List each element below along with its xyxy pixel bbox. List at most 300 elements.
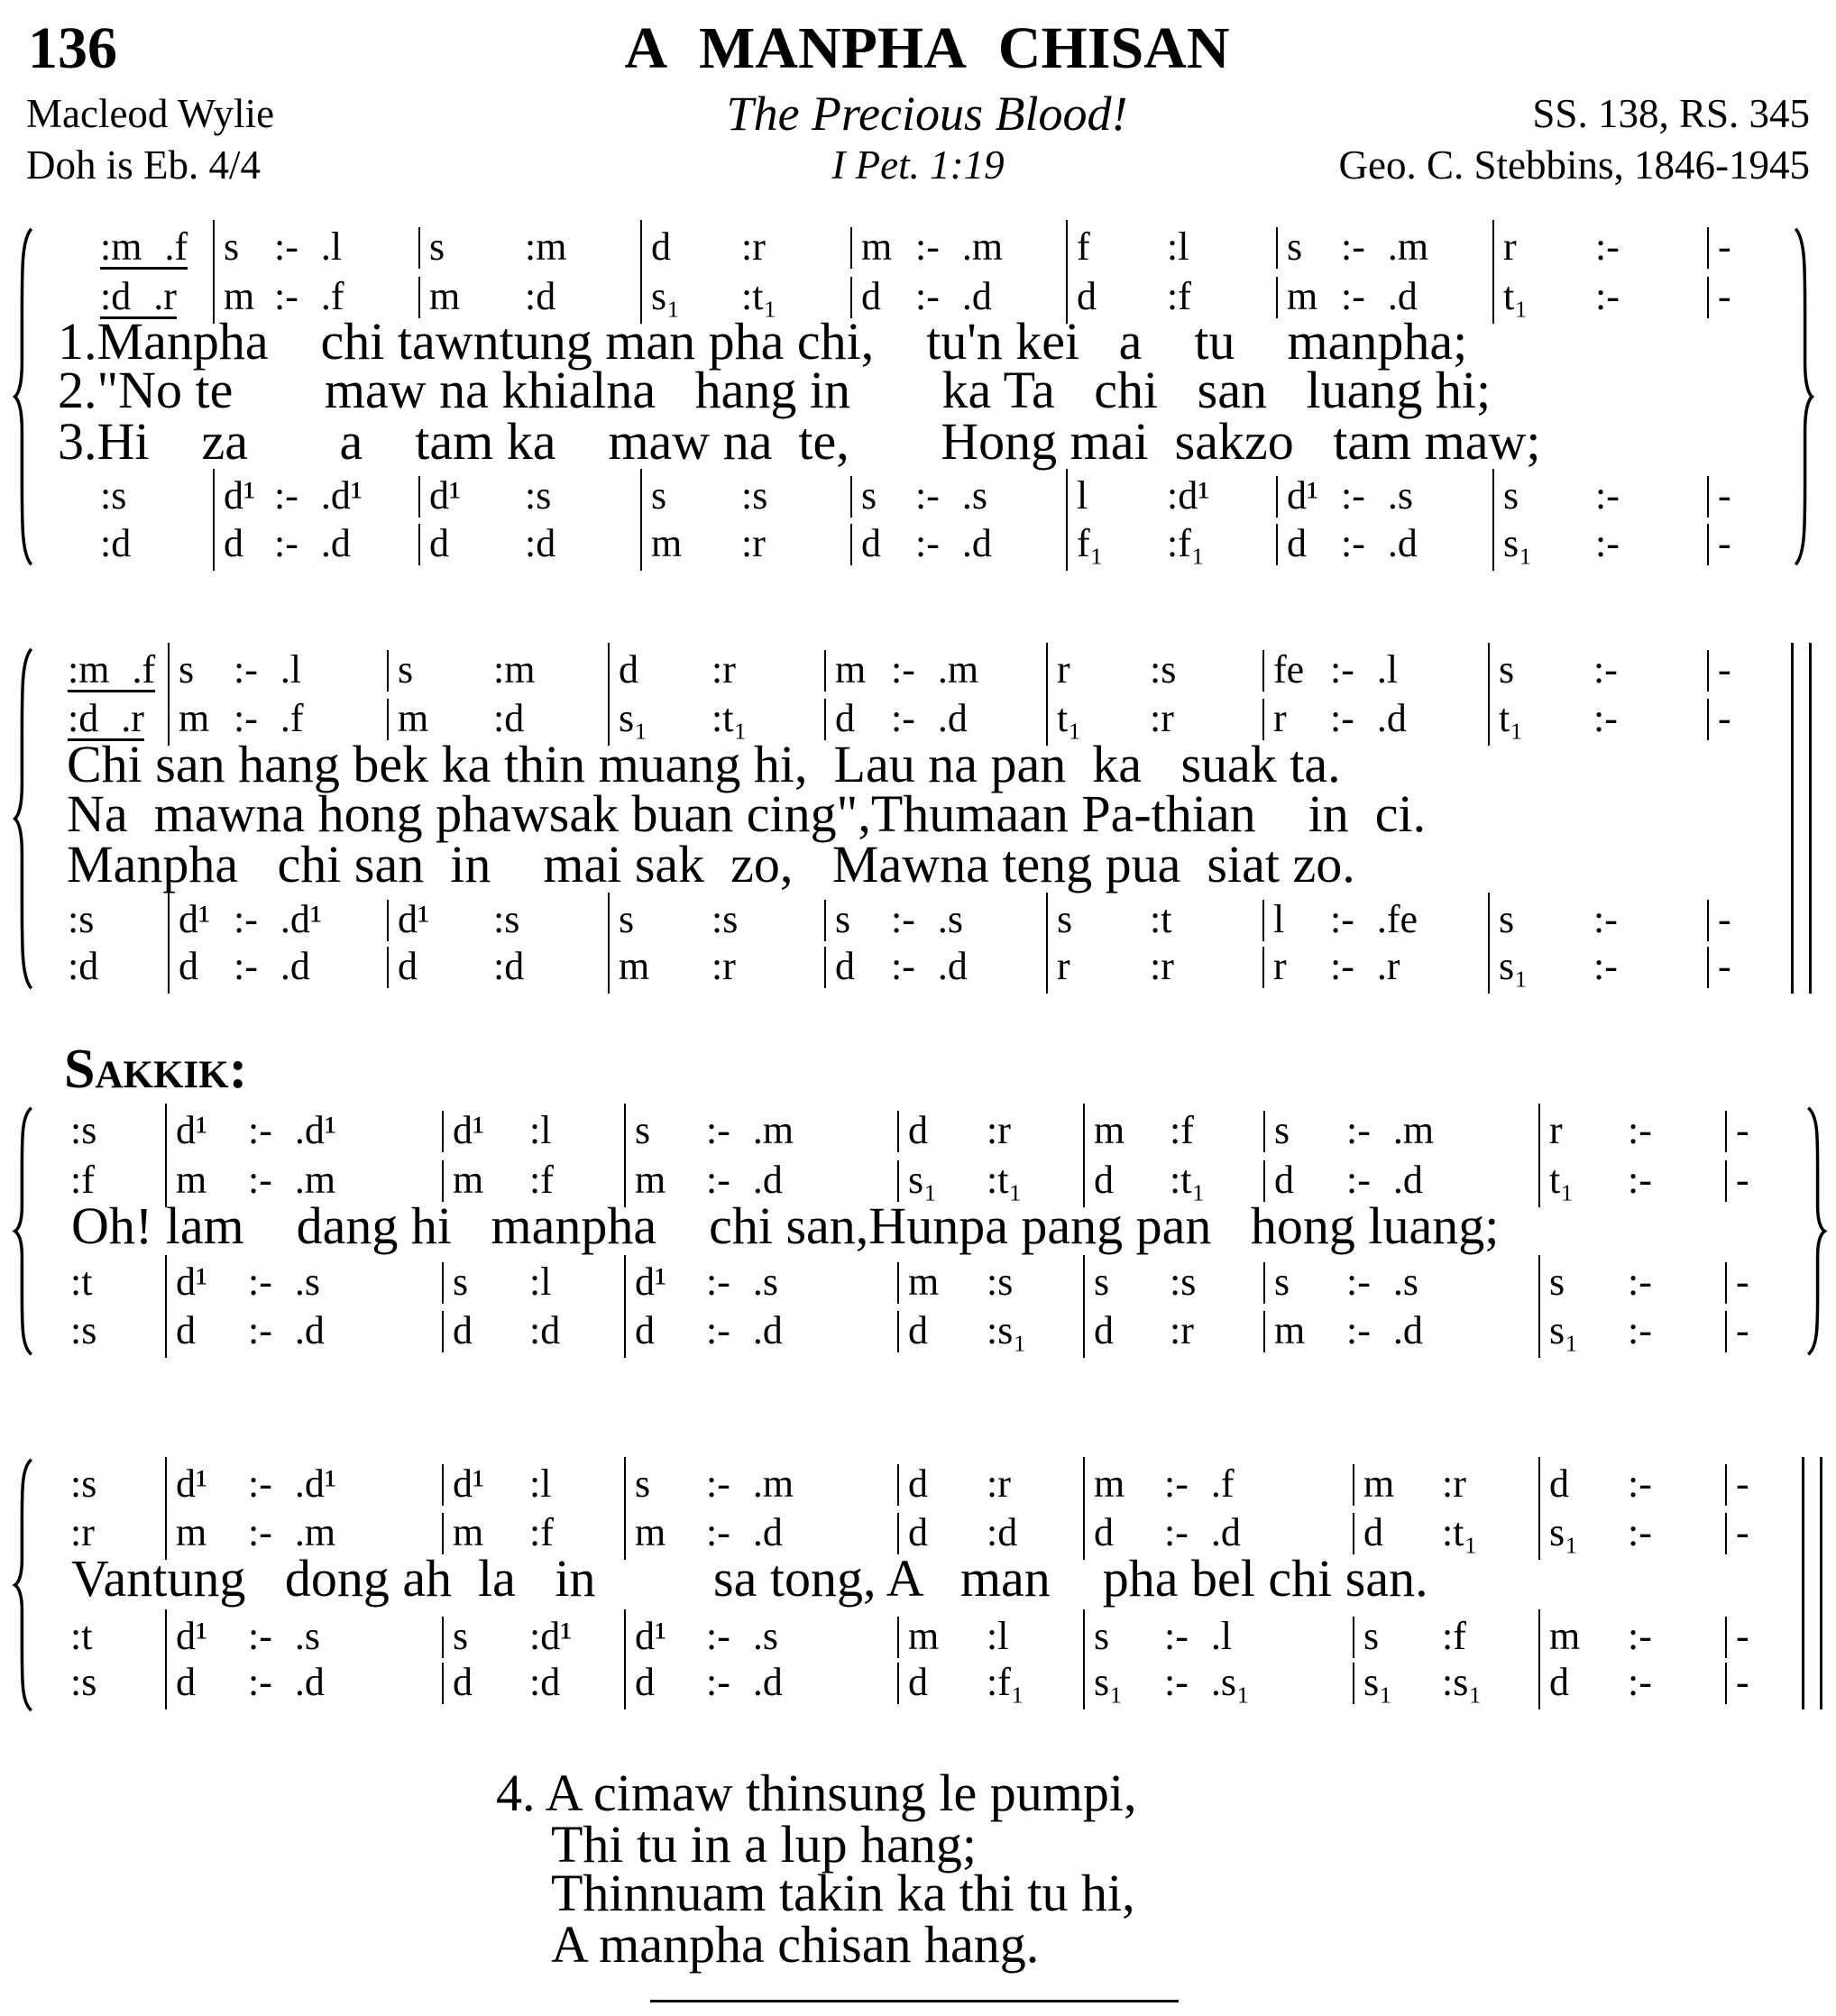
beat-note: :d	[493, 696, 525, 740]
beat-note: s	[835, 897, 851, 941]
beat-note: :- .d¹	[248, 1108, 337, 1152]
beat-note: d	[1094, 1308, 1114, 1352]
beat-note: d	[1094, 1510, 1114, 1554]
beat-note: :- .d	[706, 1510, 783, 1554]
beat-note: :-	[1628, 1108, 1652, 1152]
beat-note: r	[1549, 1108, 1563, 1152]
bar-line	[640, 220, 642, 274]
upper-part-row	[0, 222, 1836, 272]
beat-note: d	[176, 1308, 196, 1352]
lyric-line: Vantung dong ah la in sa tong, A man pha bel chi san.	[71, 1549, 1428, 1608]
beat-note: d	[908, 1510, 928, 1554]
beat-note: :f	[1442, 1614, 1466, 1658]
bar-line	[608, 939, 610, 994]
beat-note: :s	[987, 1260, 1014, 1304]
beat-note: :s₁	[1442, 1660, 1483, 1704]
beat-note: :d	[987, 1510, 1018, 1554]
hymn-title: A MANPHA CHISAN	[624, 15, 1230, 81]
beat-note: r	[1503, 225, 1517, 269]
beat-note: :d	[529, 1308, 561, 1352]
half-bar-line	[442, 1311, 444, 1352]
beat-note: :- .r	[1330, 944, 1400, 988]
beat-note: :- .s	[1346, 1260, 1418, 1304]
bar-line	[1046, 939, 1048, 994]
beat-note: m	[1549, 1614, 1581, 1658]
beat-note: :-	[1628, 1308, 1652, 1352]
beat-note: d	[908, 1108, 928, 1152]
bar-line	[1492, 469, 1494, 523]
beat-note: :d	[493, 944, 525, 988]
beat-note: :t₁	[1170, 1158, 1206, 1202]
beat-note: d	[835, 696, 855, 740]
chorus-label: Sakkik:	[64, 1039, 248, 1100]
beat-note: :- .m	[248, 1510, 336, 1554]
beat-note: :l	[529, 1108, 552, 1152]
beat-note: d¹	[179, 897, 211, 941]
right-brace-icon	[1804, 1105, 1827, 1357]
beat-note: -	[1718, 473, 1731, 518]
beat-note: s	[1549, 1260, 1565, 1304]
beat-note: d	[1077, 274, 1097, 318]
beat-note: :-	[1628, 1158, 1652, 1202]
beat-note: -	[1718, 225, 1731, 269]
beat-note: :- .l	[234, 647, 302, 692]
half-bar-line	[1353, 1663, 1354, 1704]
beat-note: :d¹	[1167, 473, 1210, 518]
beat-note: s	[861, 473, 877, 518]
beat-note: :s₁	[987, 1308, 1027, 1352]
lyric-line: 2."No te maw na khialna hang in ka Ta chi san luang hi;	[58, 361, 1492, 419]
beat-note: s	[651, 473, 667, 518]
beat-note: -	[1718, 274, 1731, 318]
beat-note: :r	[741, 521, 766, 565]
beat-note: :-	[1595, 274, 1620, 318]
beat-note: d¹	[398, 897, 430, 941]
beat-note: d	[635, 1308, 655, 1352]
pickup-note: :t	[70, 1260, 93, 1304]
beat-note: :- .m	[1346, 1108, 1435, 1152]
lyric-line: Oh! lam dang hi manpha chi san,Hunpa pang pan hong luang;	[71, 1196, 1500, 1255]
beat-note: s₁	[1499, 944, 1528, 988]
bar-line	[165, 1255, 167, 1309]
lyric-line: 3.Hi za a tam ka maw na te, Hong mai sakzo tam maw;	[58, 412, 1541, 471]
pickup-note: :m .f	[100, 225, 188, 269]
beat-note: :- .s	[891, 897, 963, 941]
beat-note: :-	[1595, 521, 1620, 565]
beat-note: d¹	[453, 1108, 485, 1152]
beat-note: m	[453, 1510, 484, 1554]
bar-line	[1538, 1153, 1540, 1207]
beat-note: r	[1057, 647, 1070, 692]
beat-note: :- .s	[915, 473, 987, 518]
beat-note: d¹	[453, 1462, 485, 1506]
lower-part-row	[0, 1257, 1836, 1307]
half-bar-line	[1725, 1111, 1727, 1152]
beat-note: :d	[525, 274, 556, 318]
beat-note: :- .d	[1346, 1158, 1423, 1202]
left-brace-icon	[13, 1457, 36, 1713]
beat-note: d	[176, 1660, 196, 1704]
beat-note: :-	[1628, 1260, 1652, 1304]
beat-note: :- .s	[248, 1614, 320, 1658]
beat-note: :d	[525, 521, 556, 565]
bar-line	[165, 1304, 167, 1358]
beat-note: s	[398, 647, 414, 692]
beat-note: s	[1499, 647, 1515, 692]
beat-note: :t	[1150, 897, 1172, 941]
half-bar-line	[418, 227, 420, 269]
half-bar-line	[442, 1262, 444, 1304]
hymn-subtitle: The Precious Blood!	[726, 87, 1128, 141]
beat-note: :- .fe	[1330, 897, 1418, 941]
half-bar-line	[1725, 1513, 1727, 1554]
bar-line	[1083, 1655, 1085, 1709]
beat-note: s	[1274, 1108, 1290, 1152]
end-rule	[650, 2000, 1179, 2002]
beat-note: :-	[1595, 225, 1620, 269]
beat-note: :l	[987, 1614, 1009, 1658]
beat-note: t₁	[1499, 696, 1524, 740]
beat-note: t₁	[1057, 696, 1082, 740]
beat-note: -	[1736, 1510, 1749, 1554]
beat-note: -	[1718, 944, 1731, 988]
beat-note: m	[1363, 1462, 1395, 1506]
half-bar-line	[824, 947, 826, 988]
beat-note: :-	[1593, 696, 1618, 740]
beat-note: d	[635, 1660, 655, 1704]
beat-note: d	[224, 521, 243, 565]
beat-note: t₁	[1549, 1158, 1574, 1202]
beat-note: :- .d	[1164, 1510, 1241, 1554]
beat-note: s	[635, 1108, 651, 1152]
half-bar-line	[442, 1111, 444, 1152]
lower-part-row	[0, 941, 1836, 992]
bar-line	[624, 1255, 626, 1309]
lyric-line: Na mawna hong phawsak buan cing",Thumaan Pa-thian in ci.	[67, 784, 1427, 843]
half-bar-line	[1707, 476, 1709, 518]
beat-note: :- .d¹	[248, 1462, 337, 1506]
beat-note: s	[1057, 897, 1073, 941]
beat-note: -	[1736, 1614, 1749, 1658]
pickup-note: :s	[70, 1108, 97, 1152]
beat-note: m	[453, 1158, 484, 1202]
beat-note: :- .d	[1346, 1308, 1423, 1352]
bar-line	[1066, 517, 1068, 571]
pickup-note: :t	[70, 1614, 93, 1658]
beat-note: :- .f	[234, 696, 304, 740]
bar-line	[608, 893, 610, 947]
beat-note: s₁	[619, 696, 648, 740]
beat-note: -	[1736, 1462, 1749, 1506]
beat-note: :-	[1628, 1510, 1652, 1554]
beat-note: d	[1094, 1158, 1114, 1202]
left-brace-icon	[13, 646, 36, 992]
beat-note: :- .d	[1341, 274, 1418, 318]
pickup-note: :f	[70, 1158, 95, 1202]
pickup-note: :r	[70, 1510, 95, 1554]
beat-note: :- .m	[706, 1108, 794, 1152]
beat-note: :- .d	[1330, 696, 1407, 740]
beat-note: :s	[493, 897, 520, 941]
beat-note: :f₁	[1167, 521, 1206, 565]
beat-note: d¹	[176, 1462, 208, 1506]
beat-note: :- .d	[915, 521, 992, 565]
half-bar-line	[1725, 1663, 1727, 1704]
lyric-line: 1.Manpha chi tawntung man pha chi, tu'n kei a tu manpha;	[58, 312, 1468, 371]
beat-note: m	[398, 696, 429, 740]
beat-note: r	[1273, 944, 1287, 988]
pickup-note: :m .f	[68, 647, 156, 692]
bar-line	[165, 1104, 167, 1158]
beat-note: m	[1274, 1308, 1306, 1352]
half-bar-line	[1707, 900, 1709, 941]
beat-note: :f	[529, 1158, 554, 1202]
upper-part-row	[0, 645, 1836, 695]
beat-note: m	[908, 1614, 940, 1658]
beat-note: m	[651, 521, 683, 565]
beat-note: m	[635, 1158, 666, 1202]
beat-note: :- .m	[891, 647, 979, 692]
half-bar-line	[1707, 277, 1709, 318]
beat-note: r	[1273, 696, 1287, 740]
beat-note: s	[453, 1614, 469, 1658]
bar-line	[1083, 1304, 1085, 1358]
beat-note: d¹	[224, 473, 256, 518]
half-bar-line	[850, 227, 852, 269]
beat-note: :- .d	[706, 1660, 783, 1704]
key-time-signature: Doh is Eb. 4/4	[26, 142, 262, 188]
beat-note: l	[1273, 897, 1285, 941]
bar-line	[165, 1655, 167, 1709]
beat-note: f₁	[1077, 521, 1104, 565]
bar-line	[624, 1457, 626, 1511]
beat-note: t₁	[1503, 274, 1528, 318]
upper-part-row	[0, 1105, 1836, 1156]
bar-line	[1488, 893, 1490, 947]
beat-note: :- .d	[234, 944, 310, 988]
beat-note: :- .d	[248, 1660, 325, 1704]
beat-note: :t₁	[741, 274, 777, 318]
lyric-line: Manpha chi san in mai sak zo, Mawna teng pua siat zo.	[67, 835, 1355, 893]
beat-note: :- .f	[1164, 1462, 1235, 1506]
beat-note: m	[176, 1158, 207, 1202]
beat-note: d	[1549, 1660, 1569, 1704]
half-bar-line	[1707, 699, 1709, 740]
pickup-note: :d	[100, 521, 132, 565]
beat-note: -	[1718, 696, 1731, 740]
beat-note: d	[908, 1660, 928, 1704]
pickup-note: :s	[70, 1308, 97, 1352]
bar-line	[1046, 643, 1048, 697]
beat-note: :- .d	[274, 521, 351, 565]
bar-line	[165, 1457, 167, 1511]
beat-note: :t₁	[711, 696, 748, 740]
beat-note: s₁	[1549, 1510, 1579, 1554]
beat-note: s₁	[1503, 521, 1533, 565]
beat-note: d	[453, 1660, 473, 1704]
beat-note: :m	[493, 647, 536, 692]
beat-note: :r	[711, 647, 736, 692]
bar-line	[624, 1104, 626, 1158]
beat-note: :s	[1170, 1260, 1197, 1304]
beat-note: :-	[1595, 473, 1620, 518]
beat-note: -	[1736, 1108, 1749, 1152]
beat-note: m	[429, 274, 461, 318]
bar-line	[624, 1655, 626, 1709]
half-bar-line	[1276, 524, 1278, 565]
beat-note: :-	[1628, 1462, 1652, 1506]
bar-line	[1538, 1304, 1540, 1358]
half-bar-line	[897, 1663, 899, 1704]
beat-note: :- .l	[1164, 1614, 1233, 1658]
half-bar-line	[442, 1663, 444, 1704]
double-bar-line	[1820, 1457, 1822, 1709]
bar-line	[1492, 270, 1494, 324]
beat-note: d	[1287, 521, 1307, 565]
bar-line	[1046, 893, 1048, 947]
bar-line	[640, 517, 642, 571]
beat-note: d	[429, 521, 449, 565]
beat-note: s	[635, 1462, 651, 1506]
beat-note: d	[651, 225, 671, 269]
verse-4-line: 4. A cimaw thinsung le pumpi,	[496, 1764, 1137, 1822]
beat-note: s	[1274, 1260, 1290, 1304]
left-brace-icon	[13, 225, 36, 568]
double-bar-line	[1802, 1457, 1804, 1709]
beat-note: s	[179, 647, 195, 692]
half-bar-line	[824, 650, 826, 692]
beat-note: d¹	[1287, 473, 1319, 518]
beat-note: :- .s₁	[1164, 1660, 1251, 1704]
beat-note: d	[619, 647, 638, 692]
beat-note: d	[835, 944, 855, 988]
beat-note: :- .s	[706, 1614, 778, 1658]
beat-note: s	[619, 897, 635, 941]
beat-note: d¹	[635, 1614, 667, 1658]
bar-line	[213, 469, 215, 523]
beat-note: :- .d	[891, 944, 968, 988]
beat-note: :-	[1593, 647, 1618, 692]
beat-note: s	[453, 1260, 469, 1304]
lower-part-row	[0, 471, 1836, 521]
beat-note: d	[908, 1462, 928, 1506]
beat-note: s₁	[651, 274, 681, 318]
beat-note: :- .l	[1330, 647, 1399, 692]
pickup-note: :s	[68, 897, 95, 941]
half-bar-line	[442, 1464, 444, 1506]
beat-note: d	[1549, 1462, 1569, 1506]
half-bar-line	[1707, 947, 1709, 988]
beat-note: d¹	[429, 473, 462, 518]
beat-note: m	[224, 274, 255, 318]
half-bar-line	[1725, 1160, 1727, 1202]
beat-note: :- .m	[248, 1158, 336, 1202]
pickup-note: :d .r	[68, 696, 144, 740]
upper-part-row	[0, 1459, 1836, 1509]
beat-note: :f	[1167, 274, 1191, 318]
beat-note: d	[861, 521, 881, 565]
beat-note: :- .m	[915, 225, 1004, 269]
verse-4-line: Thinnuam takin ka thi tu hi,	[551, 1864, 1135, 1922]
bar-line	[1538, 1104, 1540, 1158]
lower-part-row	[0, 1306, 1836, 1356]
beat-note: s	[1499, 897, 1515, 941]
beat-note: s	[1363, 1614, 1380, 1658]
half-bar-line	[1353, 1464, 1354, 1506]
beat-note: s₁	[908, 1158, 938, 1202]
beat-note: :r	[1170, 1308, 1194, 1352]
half-bar-line	[442, 1617, 444, 1658]
beat-note: :-	[1628, 1660, 1652, 1704]
beat-note: s₁	[1363, 1660, 1393, 1704]
beat-note: d¹	[176, 1108, 208, 1152]
beat-note: d¹	[176, 1614, 208, 1658]
half-bar-line	[1707, 524, 1709, 565]
beat-note: m	[861, 225, 893, 269]
beat-note: :r	[741, 225, 766, 269]
beat-note: m	[1287, 274, 1318, 318]
lyric-line: Chi san hang bek ka thin muang hi, Lau na pan ka suak ta.	[67, 735, 1341, 793]
beat-note: m	[635, 1510, 666, 1554]
beat-note: :r	[987, 1108, 1011, 1152]
bar-line	[168, 939, 170, 994]
bar-line	[1538, 1457, 1540, 1511]
beat-note: :r	[987, 1462, 1011, 1506]
beat-note: d¹	[176, 1260, 208, 1304]
beat-note: :- .d	[891, 696, 968, 740]
half-bar-line	[824, 900, 826, 941]
beat-note: :- .s	[1341, 473, 1413, 518]
left-brace-icon	[13, 1105, 36, 1357]
beat-note: m	[1094, 1108, 1125, 1152]
beat-note: :s	[741, 473, 768, 518]
beat-note: :- .f	[274, 274, 344, 318]
half-bar-line	[897, 1464, 899, 1506]
beat-note: :- .m	[706, 1462, 794, 1506]
half-bar-line	[418, 476, 420, 518]
half-bar-line	[387, 650, 389, 692]
beat-note: :t₁	[987, 1158, 1023, 1202]
hymn-number: 136	[28, 15, 117, 81]
beat-note: :-	[1593, 897, 1618, 941]
beat-note: l	[1077, 473, 1088, 518]
double-bar-line	[1791, 643, 1794, 994]
beat-note: :- .d	[248, 1308, 325, 1352]
half-bar-line	[1263, 1111, 1265, 1152]
half-bar-line	[1707, 650, 1709, 692]
verse-4-line: Thi tu in a lup hang;	[551, 1815, 977, 1874]
half-bar-line	[1725, 1262, 1727, 1304]
beat-note: :l	[529, 1462, 552, 1506]
bar-line	[1538, 1255, 1540, 1309]
composer: Geo. C. Stebbins, 1846-1945	[1338, 142, 1810, 188]
beat-note: :r	[1150, 696, 1174, 740]
bar-line	[1538, 1506, 1540, 1560]
beat-note: s₁	[1549, 1308, 1579, 1352]
half-bar-line	[897, 1262, 899, 1304]
beat-note: :l	[1167, 225, 1189, 269]
beat-note: :m	[525, 225, 567, 269]
beat-note: m	[179, 696, 210, 740]
right-brace-icon	[1791, 225, 1814, 568]
beat-note: :r	[1150, 944, 1174, 988]
lower-part-row	[0, 1657, 1836, 1708]
beat-note: m	[835, 647, 867, 692]
beat-note: d	[908, 1308, 928, 1352]
beat-note: :s	[711, 897, 739, 941]
half-bar-line	[850, 524, 852, 565]
bar-line	[168, 893, 170, 947]
